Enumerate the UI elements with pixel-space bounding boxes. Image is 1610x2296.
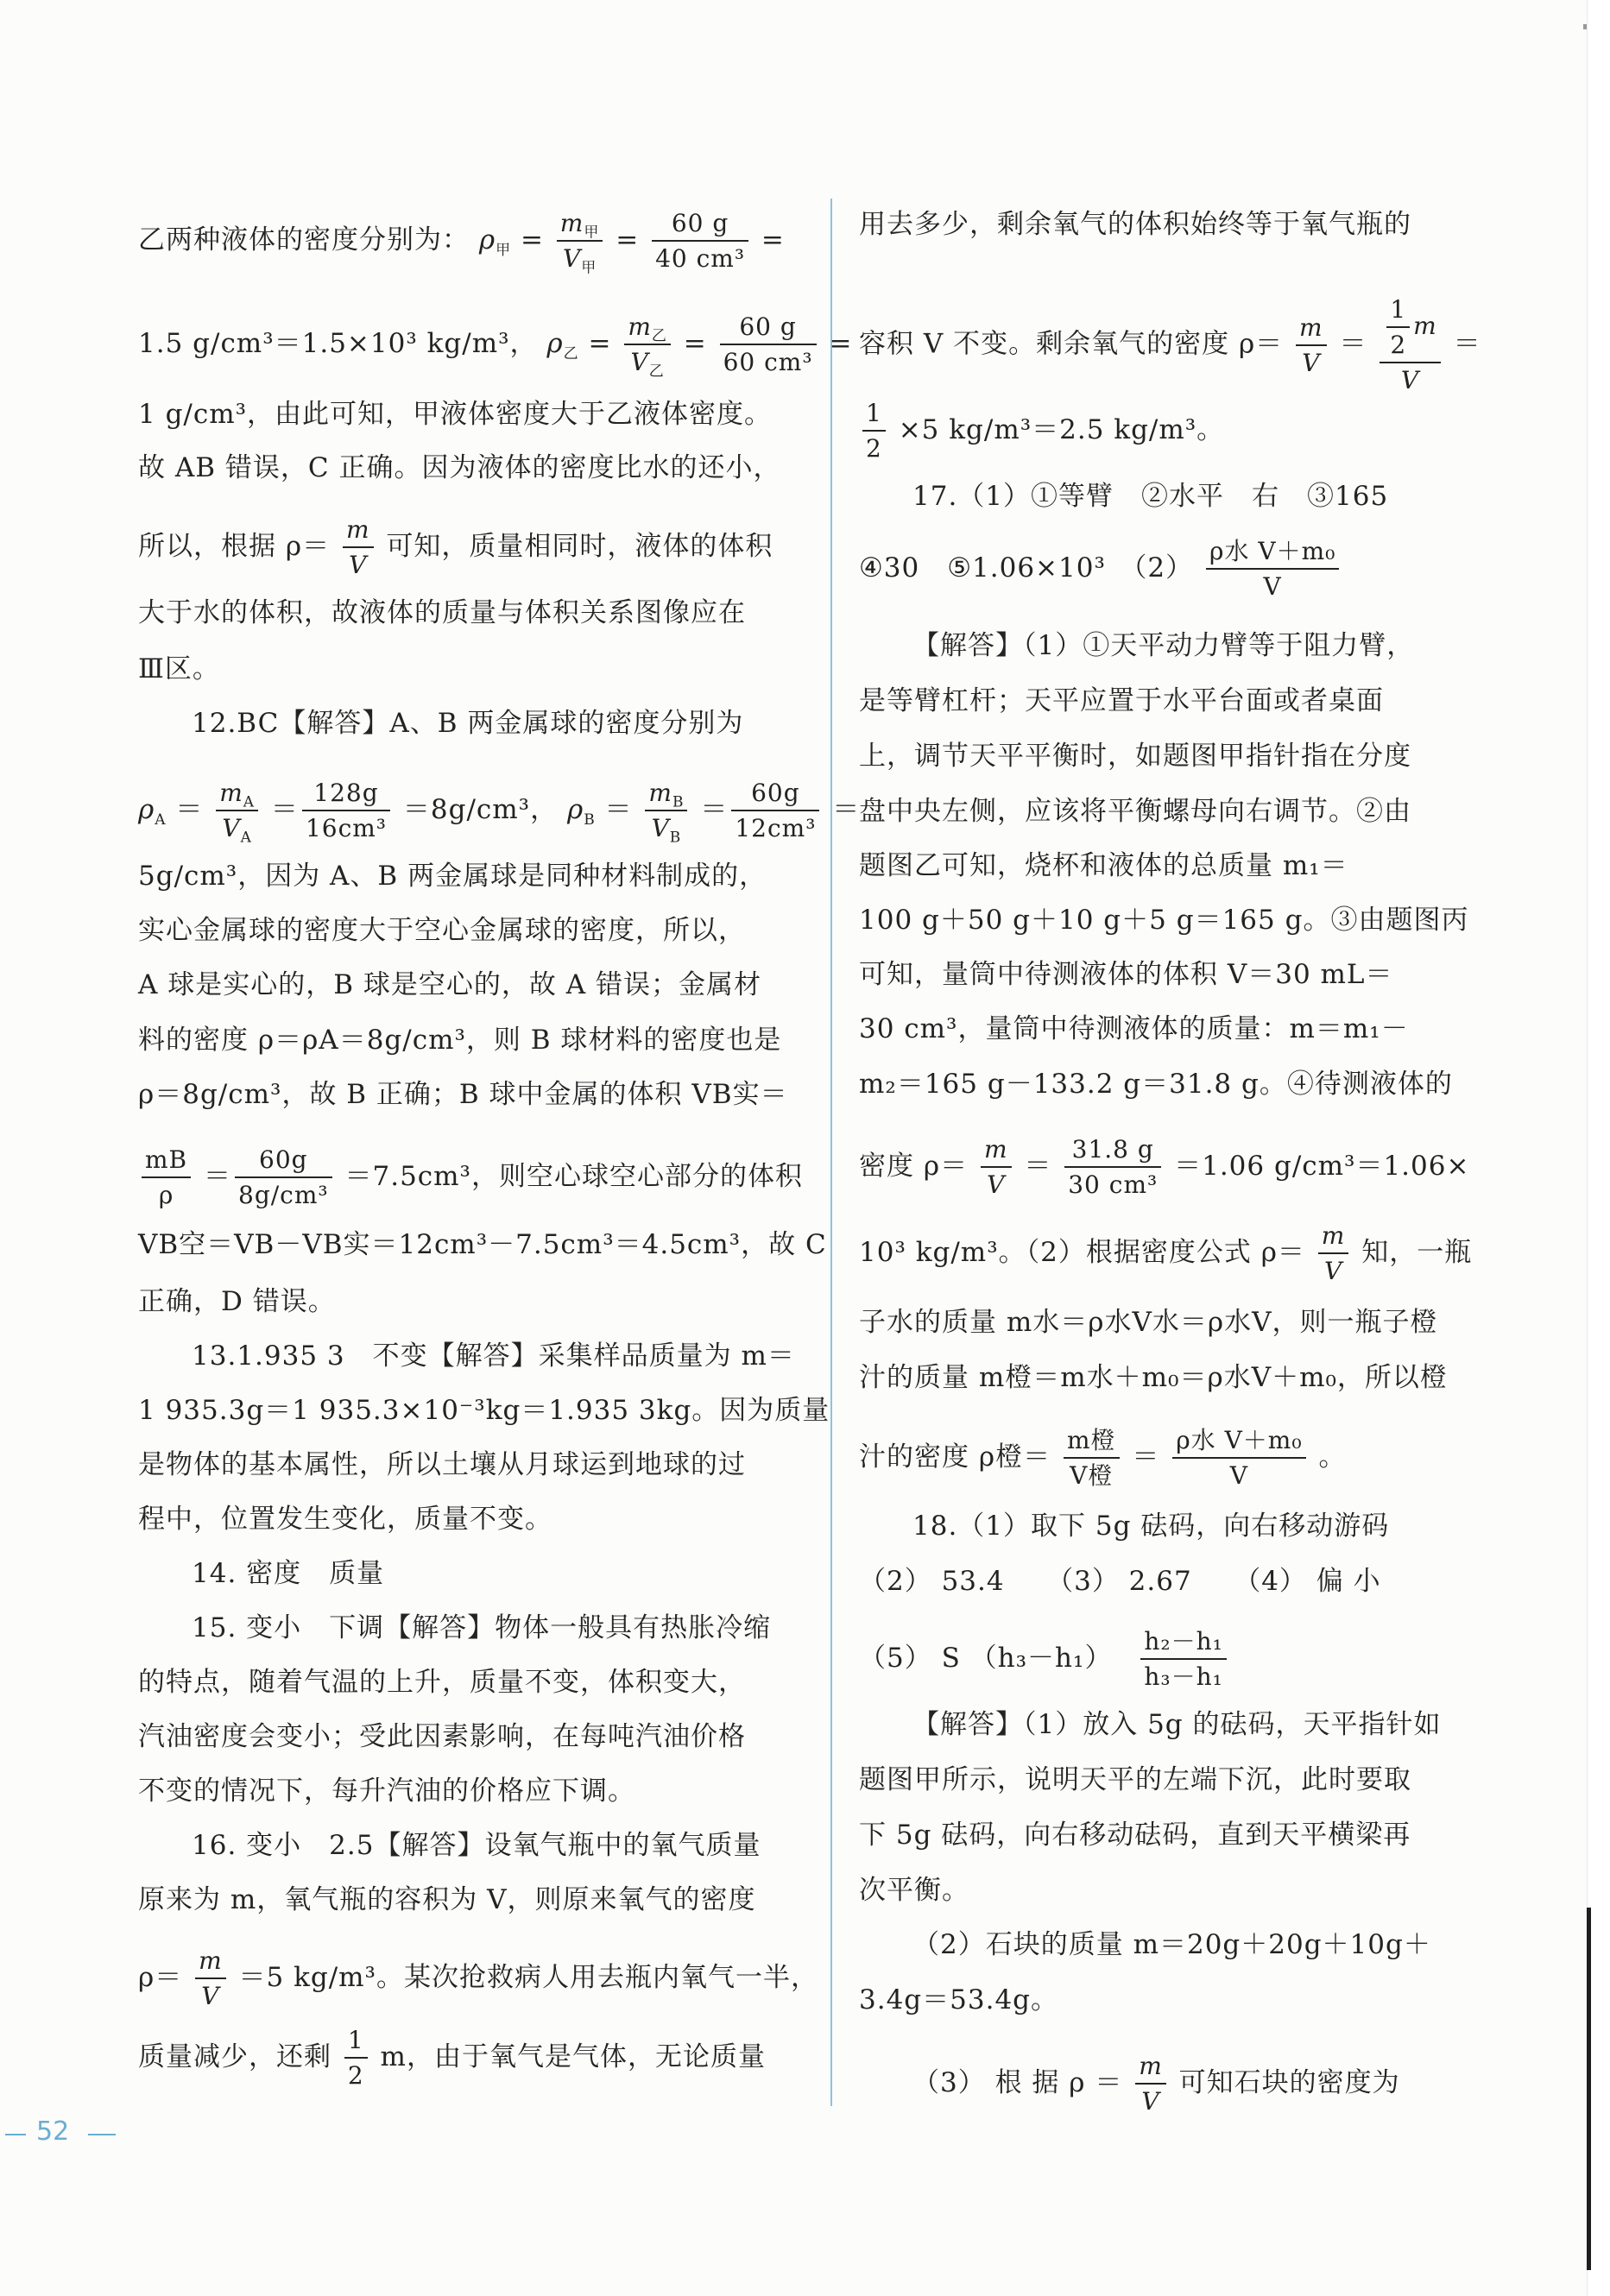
equals: ＝ xyxy=(1453,328,1481,360)
fraction xyxy=(343,515,374,579)
denominator: V xyxy=(987,1170,1006,1199)
text: ④30 ⑤1.06×10³ （2） xyxy=(859,552,1194,583)
rho-symbol: ρ xyxy=(546,328,564,359)
text-line xyxy=(138,209,785,277)
fraction xyxy=(344,2028,368,2088)
numerator: m xyxy=(1413,312,1437,340)
fraction xyxy=(720,312,817,376)
numerator: mB xyxy=(145,1145,188,1174)
text-line: 5g/cm³，因为 A、B 两金属球是同种材料制成的， xyxy=(138,861,767,892)
denominator: V橙 xyxy=(1064,1457,1120,1488)
equals: ＝ xyxy=(175,794,204,825)
text-line: 程中，位置发生变化，质量不变。 xyxy=(138,1504,552,1535)
numerator: 1 xyxy=(1390,295,1407,324)
text-line: 是物体的基本属性，所以土壤从月球运到地球的过 xyxy=(138,1449,746,1480)
text-line: 18.（1）取下 5g 砝码，向右移动游码 xyxy=(912,1511,1390,1542)
text-line: 实心金属球的密度大于空心金属球的密度，所以， xyxy=(138,915,746,946)
fraction xyxy=(1064,1135,1161,1199)
text-line: 17.（1）①等臂 ②水平 右 ③165 xyxy=(912,481,1389,512)
text: （3） 根 据 ρ ＝ xyxy=(912,2067,1123,2098)
text-line: 13.1.935 3 不变【解答】采集样品质量为 m＝ xyxy=(192,1340,795,1372)
fraction xyxy=(731,781,819,841)
scan-edge-dot xyxy=(1583,24,1587,29)
fraction xyxy=(1206,539,1339,599)
numerator: 60g xyxy=(259,1145,308,1174)
text-line: 正确，D 错误。 xyxy=(138,1286,336,1317)
equals: ＝ xyxy=(832,794,861,825)
text-line: 题图乙可知，烧杯和液体的总质量 m₁＝ xyxy=(859,850,1348,881)
text-line: 14. 密度 质量 xyxy=(192,1558,385,1589)
equals: = xyxy=(616,224,640,255)
text-line: ρ＝8g/cm³，故 B 正确；B 球中金属的体积 VB实＝ xyxy=(138,1079,788,1110)
fraction xyxy=(1386,295,1410,359)
numerator: 60 g xyxy=(671,209,729,237)
denominator: ρ xyxy=(142,1176,191,1208)
text: 所以，根据 ρ＝ xyxy=(138,531,331,562)
numerator: m xyxy=(983,1135,1008,1164)
denominator: 60 cm³ xyxy=(720,344,817,375)
fraction xyxy=(652,211,748,271)
text-line: 可知，量筒中待测液体的体积 V＝30 mL＝ xyxy=(859,959,1393,990)
numerator: m橙 xyxy=(1066,1426,1116,1454)
subscript: A xyxy=(155,811,167,829)
denominator: V xyxy=(222,814,241,842)
text-line xyxy=(859,295,1481,394)
text: 。 xyxy=(1318,1441,1347,1473)
denominator: V xyxy=(1172,1457,1305,1488)
subscript: 甲 xyxy=(496,242,512,260)
fraction xyxy=(1140,1627,1227,1691)
fraction xyxy=(1296,312,1327,377)
subscript: B xyxy=(672,793,685,811)
text-line: m₂＝165 g－133.2 g＝31.8 g。④待测液体的 xyxy=(859,1069,1453,1100)
rho-symbol: ρ xyxy=(478,224,496,255)
text: 知，一瓶 xyxy=(1361,1237,1473,1268)
text-line: VB空＝VB－VB实＝12cm³－7.5cm³＝4.5cm³，故 C xyxy=(138,1229,827,1260)
numerator: 31.8 g xyxy=(1071,1135,1154,1164)
subscript: B xyxy=(669,829,682,847)
text-line: $\rho_A$ ＝ $\frac{m_A}{V_A}$ ＝ $\frac{128g}{\text{16cm³}}$ ＝8g/cm³， $\rho_B$ ＝ $\frac{m_B}{V_B}$ ＝ $\frac{60g}{\text{12cm³}}$ ＝ xyxy=(138,779,861,847)
denominator: V xyxy=(651,814,670,842)
text-line xyxy=(859,1221,1473,1285)
text: 1.5 g/cm³＝1.5×10³ kg/m³， xyxy=(138,328,538,359)
text: m，由于氧气是气体，无论质量 xyxy=(380,2041,766,2072)
text: ＝5 kg/m³。某次抢救病人用去瓶内氧气一半， xyxy=(238,1962,818,1993)
text-line: 子水的质量 m水＝ρ水V水＝ρ水V，则一瓶子橙 xyxy=(859,1307,1438,1338)
numerator: 60g xyxy=(751,779,800,807)
equals: ＝ xyxy=(1132,1441,1160,1473)
numerator: 1 xyxy=(866,399,882,427)
text-line: 15. 变小 下调【解答】物体一般具有热胀冷缩 xyxy=(192,1612,772,1643)
text-line: 用去多少，剩余氧气的体积始终等于氧气瓶的 xyxy=(859,209,1411,240)
fraction xyxy=(235,1145,332,1209)
text-line: 次平衡。 xyxy=(859,1875,969,1906)
fraction: $\frac{m_甲}{V_甲}$ xyxy=(557,211,603,271)
text-line: （2） 53.4 （3） 2.67 （4） 偏 小 xyxy=(859,1566,1381,1597)
text-line: 12.BC【解答】A、B 两金属球的密度分别为 xyxy=(192,708,744,739)
text-line xyxy=(138,1946,818,2010)
fraction xyxy=(981,1135,1012,1199)
denominator: V xyxy=(1206,568,1339,599)
numerator: 60 g xyxy=(739,312,797,341)
numerator: m xyxy=(1139,2052,1163,2080)
text-line: 1 935.3g＝1 935.3×10⁻³kg＝1.935 3kg。因为质量 xyxy=(138,1395,830,1426)
text-line xyxy=(138,515,773,579)
text-line: Ⅲ区。 xyxy=(138,653,220,684)
denominator: 2 xyxy=(862,430,886,461)
text-line: 【解答】（1）①天平动力臂等于阻力臂， xyxy=(912,630,1415,661)
numerator: m xyxy=(559,209,584,237)
numerator: m xyxy=(345,515,370,544)
text-line: 上，调节天平平衡时，如题图甲指针指在分度 xyxy=(859,741,1411,772)
equals: ＝ xyxy=(1024,1151,1052,1182)
subscript: A xyxy=(240,829,252,847)
numerator: m xyxy=(199,1946,223,1975)
text-line: 故 AB 错误，C 正确。因为液体的密度比水的还小， xyxy=(138,452,781,483)
text: ＝8g/cm³， xyxy=(402,794,559,825)
text-line xyxy=(138,312,853,381)
denominator: V xyxy=(630,348,649,376)
equals: = xyxy=(588,328,612,359)
fraction xyxy=(1135,2054,1166,2114)
numerator: 1 xyxy=(347,2026,364,2054)
fraction xyxy=(195,1946,226,2010)
fraction xyxy=(1318,1221,1349,1285)
numerator: ρ水 V＋m₀ xyxy=(1176,1426,1303,1454)
subscript: 乙 xyxy=(563,345,579,363)
text-line xyxy=(859,1135,1470,1199)
text-line xyxy=(859,401,1224,461)
text: 可知，质量相同时，液体的体积 xyxy=(386,531,773,562)
page-number: 52 xyxy=(36,2116,70,2147)
fraction xyxy=(645,779,687,847)
denominator: 40 cm³ xyxy=(652,240,748,271)
subscript: A xyxy=(243,793,256,811)
denominator: V xyxy=(349,551,368,579)
numerator: m xyxy=(1299,312,1323,342)
text: 密度 ρ＝ xyxy=(859,1151,969,1182)
text-line: 大于水的体积，故液体的质量与体积关系图像应在 xyxy=(138,597,746,628)
denominator: 30 cm³ xyxy=(1064,1166,1161,1197)
equals: = xyxy=(829,328,853,359)
denominator: 2 xyxy=(1386,326,1410,357)
denominator: V xyxy=(1141,2087,1160,2116)
text: 质量减少，还剩 xyxy=(138,2041,331,2072)
text-line: 30 cm³，量筒中待测液体的质量：m＝m₁－ xyxy=(859,1013,1409,1044)
subscript: B xyxy=(584,811,596,829)
text: ＝7.5cm³，则空心球空心部分的体积 xyxy=(344,1161,803,1192)
text: ＝1.06 g/cm³＝1.06× xyxy=(1174,1151,1470,1182)
page-number-rule-left xyxy=(5,2134,26,2135)
text-line: 是等臂杠杆；天平应置于水平台面或者桌面 xyxy=(859,685,1384,716)
numerator: m xyxy=(219,779,243,807)
denominator: 8g/cm³ xyxy=(235,1176,332,1208)
text-line: 汽油密度会变小；受此因素影响，在每吨汽油价格 xyxy=(138,1721,746,1752)
text-line xyxy=(138,2028,766,2088)
numerator: h₂－h₁ xyxy=(1144,1627,1223,1656)
fraction xyxy=(142,1145,191,1209)
text: 汁的密度 ρ橙＝ xyxy=(859,1441,1051,1473)
denominator: V xyxy=(201,1982,220,2010)
fraction xyxy=(1172,1426,1305,1490)
text: （5） S （h₃－h₁） xyxy=(859,1643,1113,1674)
text-line xyxy=(859,1426,1347,1490)
scan-edge-mark xyxy=(1587,1908,1591,2270)
denominator: 16cm³ xyxy=(302,810,390,841)
text-line: 下 5g 砝码，向右移动砝码，直到天平横梁再 xyxy=(859,1820,1411,1851)
column-divider xyxy=(830,199,832,2106)
text-line: 题图甲所示，说明天平的左端下沉，此时要取 xyxy=(859,1764,1411,1795)
text-line: （2）石块的质量 m＝20g＋20g＋10g＋ xyxy=(912,1929,1431,1960)
text-line: 汁的质量 m橙＝m水＋m₀＝ρ水V＋m₀，所以橙 xyxy=(859,1362,1448,1393)
text: 容积 V 不变。剩余氧气的密度 ρ＝ xyxy=(859,328,1284,360)
fraction: $\frac{m_乙}{V_乙}$ xyxy=(624,315,671,375)
text-line: 100 g＋50 g＋10 g＋5 g＝165 g。③由题图丙 xyxy=(859,905,1469,936)
text-line: 料的密度 ρ＝ρA＝8g/cm³，则 B 球材料的密度也是 xyxy=(138,1025,782,1056)
fraction xyxy=(862,401,886,461)
equals: = xyxy=(520,224,544,255)
equals: ＝ xyxy=(604,794,633,825)
text-line: 原来为 m，氧气瓶的容积为 V，则原来氧气的密度 xyxy=(138,1884,756,1915)
equals: = xyxy=(683,328,707,359)
text: 乙两种液体的密度分别为： xyxy=(138,224,470,255)
numerator: 128g xyxy=(313,779,379,807)
denominator: 12cm³ xyxy=(731,810,819,841)
text-line: 的特点，随着气温的上升，质量不变，体积变大， xyxy=(138,1667,746,1698)
denominator: V xyxy=(1302,348,1321,377)
text-line: $\frac{mB}{\rho}$ ＝ $\frac{60g}{\text{8g/cm³}}$ ＝7.5cm³，则空心球空心部分的体积 xyxy=(138,1148,803,1208)
text: 10³ kg/m³。（2）根据密度公式 ρ＝ xyxy=(859,1237,1305,1268)
text: ρ＝ xyxy=(138,1962,183,1993)
fraction xyxy=(1380,295,1440,394)
text-line: 盘中央左侧，应该将平衡螺母向右调节。②由 xyxy=(859,796,1411,827)
fraction xyxy=(1064,1426,1120,1490)
numerator: m xyxy=(648,779,672,807)
numerator: ρ水 V＋m₀ xyxy=(1209,537,1336,565)
rho-symbol: ρ xyxy=(138,794,155,825)
equals: ＝ xyxy=(1339,328,1367,360)
text: 可知石块的密度为 xyxy=(1178,2067,1400,2098)
denominator: 2 xyxy=(344,2057,368,2088)
text-line: 16. 变小 2.5【解答】设氧气瓶中的氧气质量 xyxy=(192,1830,761,1861)
denominator: h₃－h₁ xyxy=(1140,1658,1227,1689)
numerator: m xyxy=(628,312,652,341)
page-number-rule-right xyxy=(88,2134,116,2135)
text-line: 【解答】（1）放入 5g 的砝码，天平指针如 xyxy=(912,1709,1442,1740)
rho-symbol: ρ xyxy=(566,794,584,825)
text-line xyxy=(859,2054,1400,2114)
denominator: V xyxy=(1400,366,1420,394)
text-line: A 球是实心的，B 球是空心的，故 A 错误；金属材 xyxy=(138,969,761,1000)
text-line: 3.4g＝53.4g。 xyxy=(859,1984,1059,2015)
fraction xyxy=(216,779,258,847)
text-line: 不变的情况下，每升汽油的价格应下调。 xyxy=(138,1776,635,1807)
denominator: V xyxy=(562,244,582,273)
text: ×5 kg/m³＝2.5 kg/m³。 xyxy=(898,414,1225,445)
text-line xyxy=(859,539,1342,599)
text-line: 1 g/cm³，由此可知，甲液体密度大于乙液体密度。 xyxy=(138,399,773,430)
text-line xyxy=(859,1627,1230,1691)
equals: = xyxy=(761,224,785,255)
fraction xyxy=(302,781,390,841)
denominator: V xyxy=(1323,1257,1343,1285)
numerator: m xyxy=(1321,1221,1346,1250)
